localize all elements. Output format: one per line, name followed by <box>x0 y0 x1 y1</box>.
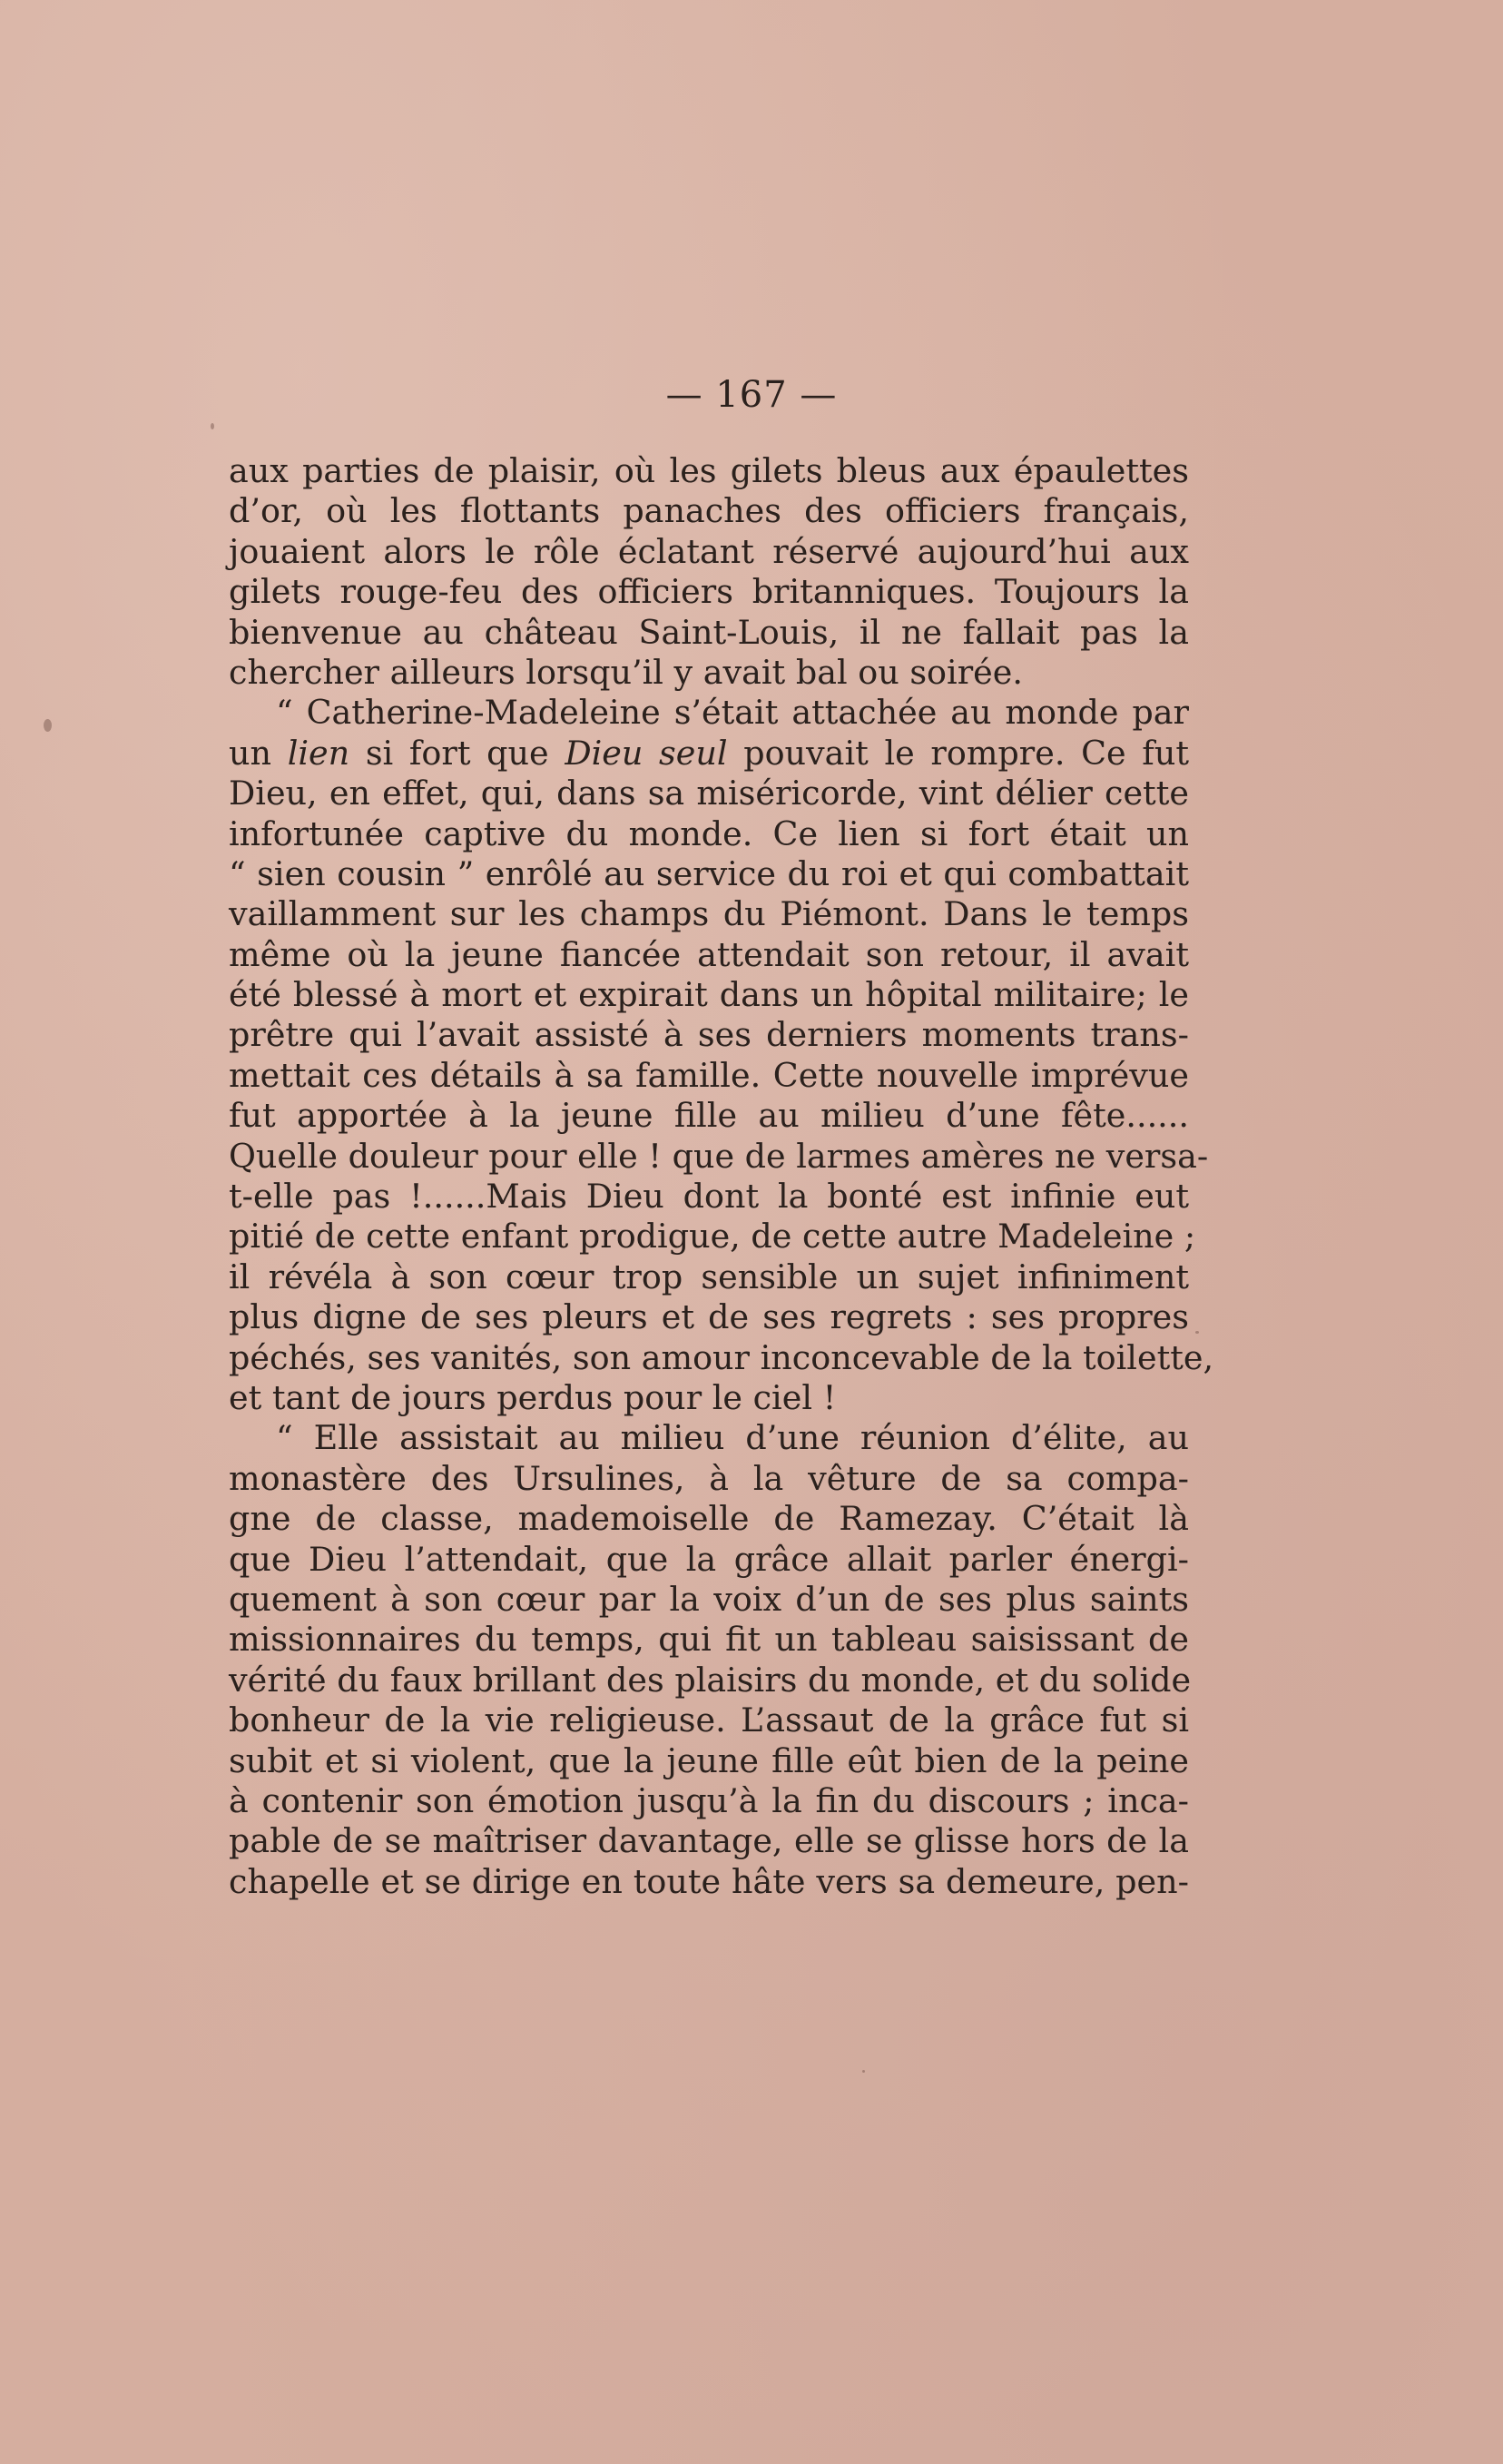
text-line: à contenir son émotion jusqu’à la fin du discours ; inca- <box>229 1780 1189 1820</box>
paper-speck <box>211 423 214 429</box>
text-line: “ sien cousin ” enrôlé au service du roi et qui combattait <box>229 853 1189 893</box>
text-line: plus digne de ses pleurs et de ses regrets : ses propres <box>229 1297 1189 1337</box>
text-run: un <box>229 733 288 773</box>
text-line: été blessé à mort et expirait dans un hôpital militaire; le <box>229 975 1189 1015</box>
text-run: si fort que <box>349 733 565 773</box>
text-line: quement à son cœur par la voix d’un de ses plus saints <box>229 1579 1189 1619</box>
paper-speck <box>44 719 52 732</box>
text-line: d’or, où les flottants panaches des officiers français, <box>229 491 1189 531</box>
text-line: que Dieu l’attendait, que la grâce allait parler énergi- <box>229 1539 1189 1579</box>
text-line: gilets rouge-feu des officiers britanniques. Toujours la <box>229 572 1189 612</box>
text-line: Dieu, en effet, qui, dans sa miséricorde, vint délier cette <box>229 774 1189 813</box>
page-number: — 167 — <box>665 374 838 416</box>
text-line: “ Catherine-Madeleine s’était attachée au monde par <box>276 693 1189 733</box>
text-run: pouvait le rompre. Ce fut <box>727 733 1189 773</box>
text-line: même où la jeune fiancée attendait son retour, il avait <box>229 934 1189 974</box>
text-line: vaillamment sur les champs du Piémont. Dans le temps <box>229 894 1189 934</box>
text-line: chapelle et se dirige en toute hâte vers sa demeure, pen- <box>229 1861 1189 1901</box>
text-line: chercher ailleurs lorsqu’il y avait bal ou soirée. <box>229 652 1023 692</box>
italic-run: lien <box>287 733 350 773</box>
text-line: infortunée captive du monde. Ce lien si fort était un <box>229 813 1189 853</box>
text-line: mettait ces détails à sa famille. Cette nouvelle imprévue <box>229 1055 1189 1095</box>
text-line: “ Elle assistait au milieu d’une réunion d’élite, au <box>276 1418 1189 1458</box>
text-line: aux parties de plaisir, où les gilets bleus aux épaulettes <box>229 451 1189 490</box>
text-line: et tant de jours perdus pour le ciel ! <box>229 1377 837 1417</box>
body-text <box>229 451 1214 1902</box>
text-line: Quelle douleur pour elle ! que de larmes amères ne versa- <box>229 1136 1209 1176</box>
paper-speck <box>862 2070 865 2073</box>
text-line-with-italics <box>229 734 1189 774</box>
text-line: vérité du faux brillant des plaisirs du monde, et du solide <box>229 1660 1192 1700</box>
text-line: bienvenue au château Saint-Louis, il ne fallait pas la <box>229 612 1189 652</box>
text-line: péchés, ses vanités, son amour inconcevable de la toilette, <box>229 1337 1214 1377</box>
text-line: gne de classe, mademoiselle de Ramezay. C’était là <box>229 1499 1189 1539</box>
text-line: il révéla à son cœur trop sensible un sujet infiniment <box>229 1257 1189 1296</box>
text-line: missionnaires du temps, qui fit un tableau saisissant de <box>229 1620 1189 1660</box>
text-line: monastère des Ursulines, à la vêture de sa compa- <box>229 1458 1189 1498</box>
text-line: fut apportée à la jeune fille au milieu d’une fête...... <box>229 1096 1189 1136</box>
text-line: pitié de cette enfant prodigue, de cette autre Madeleine ; <box>229 1217 1196 1257</box>
text-line: prêtre qui l’avait assisté à ses derniers moments trans- <box>229 1015 1189 1055</box>
text-line: jouaient alors le rôle éclatant réservé aujourd’hui aux <box>229 531 1189 571</box>
text-line: t-elle pas !......Mais Dieu dont la bonté est infinie eut <box>229 1177 1189 1217</box>
text-line: subit et si violent, que la jeune fille eût bien de la peine <box>229 1740 1189 1780</box>
text-line: pable de se maîtriser davantage, elle se glisse hors de la <box>229 1821 1189 1861</box>
italic-run: Dieu seul <box>565 733 728 773</box>
text-line: bonheur de la vie religieuse. L’assaut de la grâce fut si <box>229 1700 1189 1740</box>
paper-speck <box>1195 1331 1199 1334</box>
